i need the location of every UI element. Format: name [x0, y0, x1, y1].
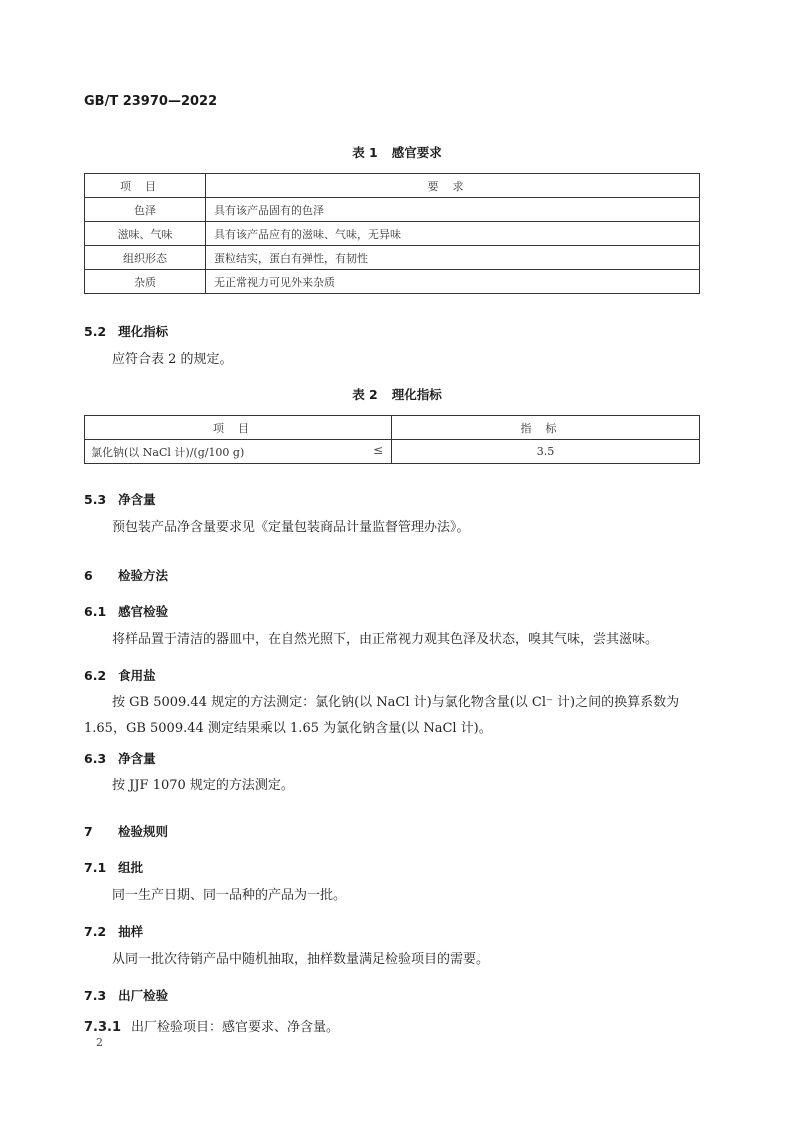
section-title: 组批 — [118, 860, 144, 875]
paragraph: 预包装产品净含量要求见《定量包装商品计量监督管理办法》。 — [112, 520, 470, 535]
paragraph: 应符合表 2 的规定。 — [112, 352, 233, 367]
section-heading — [84, 666, 156, 684]
table-cell: 具有该产品应有的滋味、气味，无异味 — [206, 222, 700, 246]
subsection-number: 7.3.1 — [84, 1020, 122, 1035]
section-heading — [84, 822, 168, 840]
section-number: 6.1 — [84, 604, 107, 619]
paragraph: 按 GB 5009.44 规定的方法测定：氯化钠(以 NaCl 计)与氯化物含量(以 Cl⁻ 计)之间的换算系数为 1.65，GB 5009.44 测定结果乘以 1.65 为氯化钠含量(以 NaCl 计)。 — [84, 695, 680, 736]
table-row — [85, 440, 700, 464]
section-number: 7.3 — [84, 988, 107, 1003]
column-header-requirement: 要求 — [206, 174, 700, 198]
table-cell: 3.5 — [392, 440, 700, 464]
standard-code: GB/T 23970—2022 — [84, 94, 218, 109]
table-cell: 组织形态 — [85, 246, 206, 270]
section-number: 7.2 — [84, 924, 107, 939]
section-number: 7 — [84, 824, 93, 839]
table-cell: 蛋粒结实，蛋白有弹性，有韧性 — [206, 246, 700, 270]
table-cell: 色泽 — [85, 198, 206, 222]
section-number: 6 — [84, 568, 93, 583]
paragraph: 将样品置于清洁的器皿中，在自然光照下，由正常视力观其色泽及状态，嗅其气味，尝其滋味。 — [112, 632, 659, 647]
section-title: 出厂检验 — [118, 988, 169, 1003]
item-label: 氯化钠(以 NaCl 计)/(g/100 g) — [91, 445, 245, 459]
table-row — [85, 246, 700, 270]
section-title: 感官检验 — [118, 604, 169, 619]
section-title: 理化指标 — [118, 324, 169, 339]
table-header-row — [85, 174, 700, 198]
section-heading — [84, 602, 168, 620]
section-title: 净含量 — [118, 492, 156, 507]
section-number: 7.1 — [84, 860, 107, 875]
section-number: 5.3 — [84, 492, 107, 507]
section-title: 食用盐 — [118, 668, 156, 683]
section-heading — [84, 858, 143, 876]
sensory-requirements-table — [84, 173, 700, 294]
table1-title: 感官要求 — [391, 145, 442, 160]
physicochemical-table — [84, 415, 700, 464]
column-header-item: 项目 — [85, 416, 392, 440]
section-number: 5.2 — [84, 324, 107, 339]
column-header-indicator: 指标 — [392, 416, 700, 440]
table-row — [85, 270, 700, 294]
table2-number: 表 2 — [352, 387, 378, 402]
subsection-text: 出厂检验项目：感官要求、净含量。 — [131, 1020, 340, 1035]
section-title: 净含量 — [118, 751, 156, 766]
table-cell — [85, 440, 392, 464]
paragraph: 从同一批次待销产品中随机抽取，抽样数量满足检验项目的需要。 — [112, 952, 490, 967]
table2-caption — [0, 385, 794, 403]
table-header-row — [85, 416, 700, 440]
table-cell: 滋味、气味 — [85, 222, 206, 246]
section-heading — [84, 749, 156, 767]
section-title: 检验规则 — [118, 824, 169, 839]
table1-number: 表 1 — [352, 145, 378, 160]
paragraph: 同一生产日期、同一品种的产品为一批。 — [112, 888, 347, 903]
section-title: 检验方法 — [118, 568, 169, 583]
section-number: 6.2 — [84, 668, 107, 683]
table1-caption — [0, 143, 794, 161]
table2-title: 理化指标 — [391, 387, 442, 402]
table-row — [85, 198, 700, 222]
section-number: 6.3 — [84, 751, 107, 766]
section-heading — [84, 922, 143, 940]
section-heading — [84, 986, 168, 1004]
column-header-item: 项目 — [85, 174, 206, 198]
paragraph: 按 JJF 1070 规定的方法测定。 — [112, 778, 294, 793]
table-cell: 具有该产品固有的色泽 — [206, 198, 700, 222]
page-number: 2 — [96, 1036, 103, 1049]
table-cell: 杂质 — [85, 270, 206, 294]
table-row — [85, 222, 700, 246]
subsection-item — [84, 1016, 339, 1035]
section-heading — [84, 490, 156, 508]
table-cell: 无正常视力可见外来杂质 — [206, 270, 700, 294]
section-title: 抽样 — [118, 924, 144, 939]
section-heading — [84, 566, 168, 584]
section-heading — [84, 322, 168, 340]
less-equal-symbol: ≤ — [372, 443, 383, 457]
